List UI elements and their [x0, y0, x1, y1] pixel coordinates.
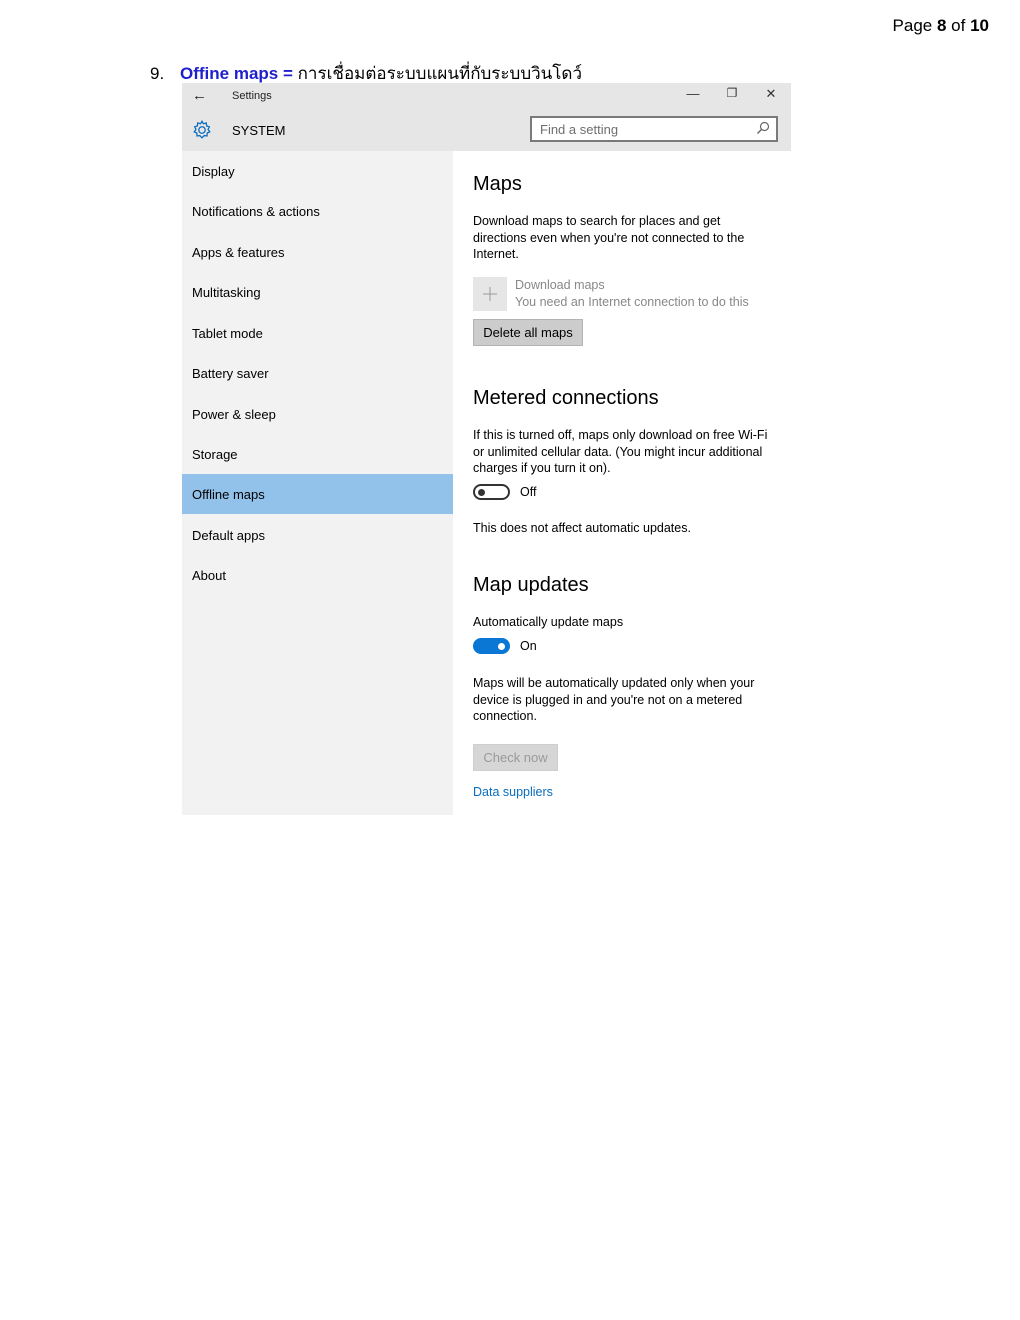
heading-term: Offine maps [180, 64, 279, 83]
data-suppliers-link[interactable]: Data suppliers [473, 785, 553, 799]
sidebar-item-display[interactable] [182, 151, 453, 191]
metered-toggle-state: Off [520, 485, 537, 499]
close-button[interactable]: ✕ [765, 86, 777, 101]
metered-title: Metered connections [473, 387, 659, 409]
sidebar-item-label: Notifications & actions [192, 204, 320, 219]
sidebar-nav [182, 151, 453, 815]
section-title: SYSTEM [232, 123, 286, 138]
updates-description: Maps will be automatically updated only when your device is plugged in and you're not on a metered connection. [473, 676, 755, 723]
gear-icon [191, 119, 213, 141]
heading-description: การเชื่อมต่อระบบแผนที่กับระบบวินโดว์ [297, 64, 583, 83]
metered-toggle[interactable] [473, 484, 510, 500]
auto-update-toggle-state: On [520, 639, 537, 653]
delete-all-maps-button[interactable]: Delete all maps [473, 319, 583, 346]
sidebar-item-about[interactable] [182, 555, 453, 595]
maps-title: Maps [473, 173, 522, 195]
settings-window [182, 83, 791, 815]
sidebar-item-label: Power & sleep [192, 407, 276, 422]
settings-header [182, 111, 791, 151]
page-number: Page 8 of 10 [892, 16, 989, 35]
sidebar-item-notifications[interactable] [182, 191, 453, 231]
auto-update-label: Automatically update maps [473, 615, 624, 629]
search-box[interactable] [530, 116, 778, 142]
sidebar-item-label: Tablet mode [192, 326, 263, 341]
toggle-knob [498, 643, 505, 650]
sidebar-item-label: Apps & features [192, 245, 285, 260]
sidebar-item-label: Storage [192, 447, 238, 462]
sidebar-item-tablet-mode[interactable] [182, 313, 453, 353]
sidebar-item-storage[interactable] [182, 434, 453, 474]
plus-icon [483, 287, 497, 301]
search-icon[interactable] [756, 121, 770, 135]
check-now-button[interactable]: Check now [473, 744, 558, 771]
sidebar-item-default-apps[interactable] [182, 515, 453, 555]
toggle-knob [478, 489, 485, 496]
auto-update-toggle[interactable] [473, 638, 510, 654]
sidebar-item-apps[interactable] [182, 232, 453, 272]
back-arrow-icon[interactable]: ← [192, 87, 207, 104]
heading-equals: = [278, 64, 298, 83]
window-title: Settings [232, 90, 272, 102]
sidebar-item-label: About [192, 568, 226, 583]
metered-note: This does not affect automatic updates. [473, 521, 691, 535]
sidebar-item-label: Default apps [192, 528, 265, 543]
maps-description: Download maps to search for places and get directions even when you're not connected to the Internet. [473, 214, 745, 261]
sidebar-item-label: Offline maps [192, 487, 265, 502]
updates-title: Map updates [473, 574, 589, 596]
sidebar-item-label: Display [192, 164, 235, 179]
download-maps-title: Download maps [515, 278, 605, 292]
title-bar [182, 83, 791, 111]
metered-description: If this is turned off, maps only download on free Wi-Fi or unlimited cellular data. (You might incur additional charges if you turn it on). [473, 428, 768, 475]
restore-button[interactable]: ❐ [726, 86, 738, 100]
minimize-button[interactable]: — [686, 86, 700, 101]
sidebar-item-power-sleep[interactable] [182, 394, 453, 434]
heading-number: 9. [150, 64, 165, 83]
sidebar-item-multitasking[interactable] [182, 272, 453, 312]
sidebar-item-label: Multitasking [192, 285, 261, 300]
sidebar-item-label: Battery saver [192, 366, 269, 381]
sidebar-item-offline-maps[interactable] [182, 474, 453, 514]
download-maps-button[interactable] [473, 277, 507, 311]
download-maps-sub: You need an Internet connection to do this [515, 295, 749, 309]
sidebar-item-battery-saver[interactable] [182, 353, 453, 393]
search-input[interactable] [532, 118, 750, 140]
